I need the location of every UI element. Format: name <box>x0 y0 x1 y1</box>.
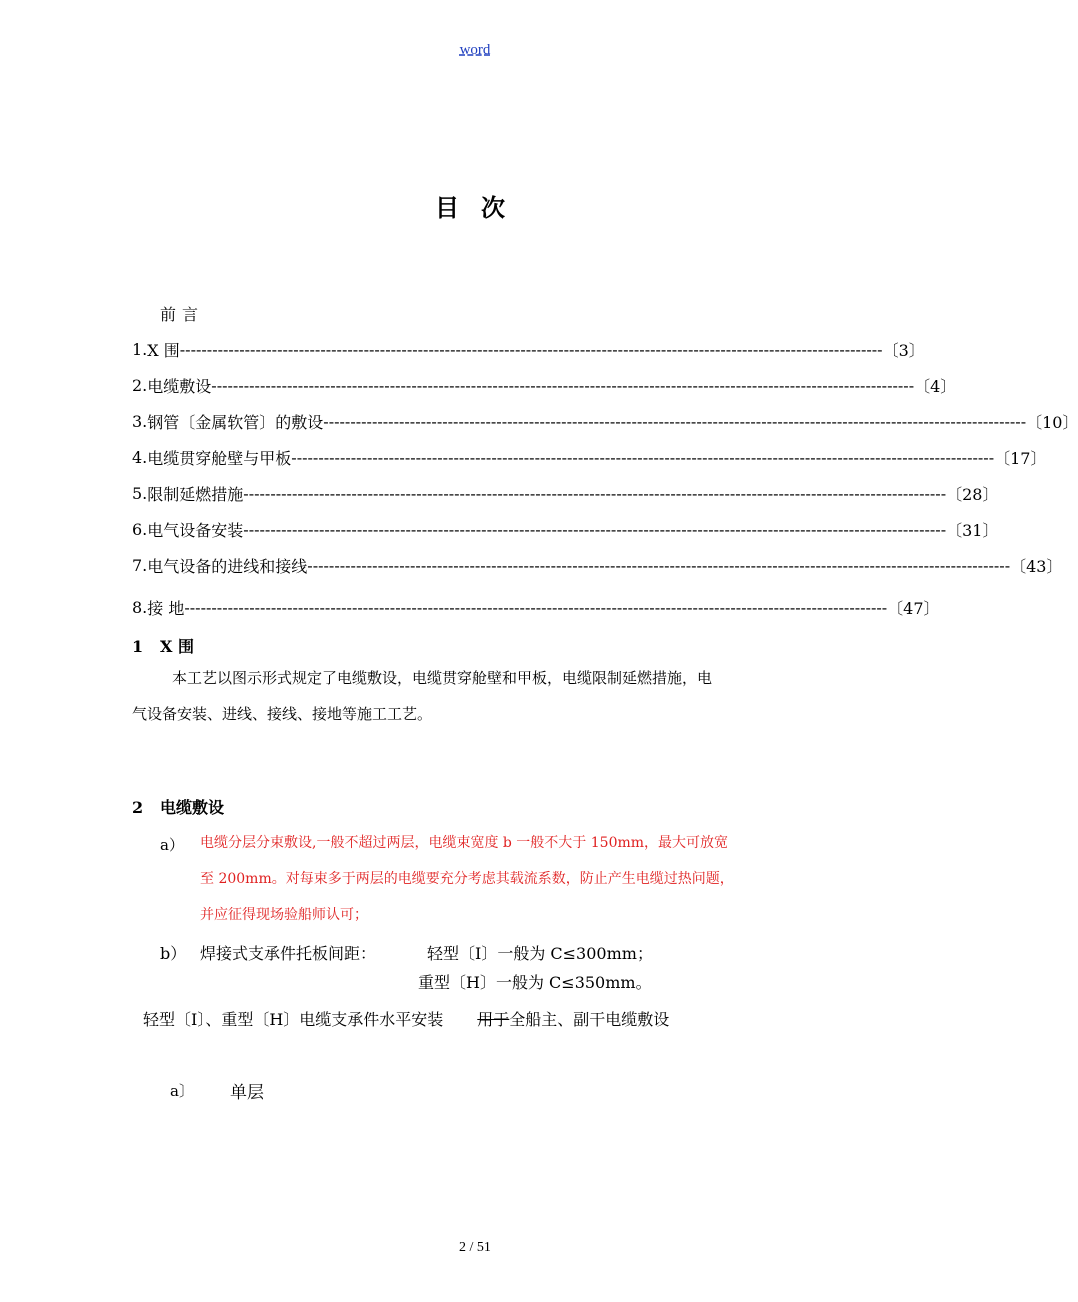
toc-item-label: 电缆敷设 <box>147 376 212 396</box>
toc-item-page: 〔31〕 <box>946 520 999 540</box>
toc-item-page: 〔4〕 <box>914 376 957 396</box>
section-number: 1 <box>132 637 144 656</box>
toc-item[interactable] <box>132 596 940 618</box>
toc-preface[interactable]: 前言 <box>160 305 205 324</box>
header-word-link[interactable]: word <box>459 42 491 58</box>
toc-item[interactable] <box>132 410 1078 432</box>
toc-leader: ---------------------------------------------------------------------------------------------------------------------------------- <box>307 555 1011 575</box>
toc-item[interactable] <box>132 518 999 540</box>
toc-leader: ---------------------------------------------------------------------------------------------------------------------------------- <box>184 597 888 617</box>
toc-item-number: 1. <box>132 339 148 359</box>
toc-item-number: 3. <box>132 411 148 431</box>
section-number: 2 <box>132 798 144 817</box>
toc-item-number: 8. <box>132 597 148 617</box>
support-note-right: 全船主、副干电缆敷设 <box>509 1010 670 1029</box>
toc-item-label: 钢管〔金属软管〕的敷设 <box>147 412 324 432</box>
toc-item-number: 2. <box>132 375 148 395</box>
toc-item-label: 电气设备的进线和接线 <box>147 556 308 576</box>
toc-item-label: 接 地 <box>147 598 185 618</box>
sub-a-text: 单层 <box>230 1083 264 1103</box>
toc-leader: ---------------------------------------------------------------------------------------------------------------------------------- <box>211 375 915 395</box>
item-a-line3: 并应征得现场验船师认可； <box>200 907 368 923</box>
support-note <box>143 1007 669 1030</box>
toc-item-page: 〔43〕 <box>1010 556 1063 576</box>
section-1-para-line1: 本工艺以图示形式规定了电缆敷设，电缆贯穿舱壁和甲板，电缆限制延燃措施，电 <box>172 669 713 687</box>
toc-leader: ---------------------------------------------------------------------------------------------------------------------------------- <box>179 339 883 359</box>
toc-item[interactable] <box>132 338 925 360</box>
toc-item-label: 电缆贯穿舱壁与甲板 <box>147 448 292 468</box>
toc-item-page: 〔17〕 <box>994 448 1047 468</box>
toc-item-page: 〔10〕 <box>1026 412 1078 432</box>
section-1-heading <box>132 634 194 657</box>
section-title: 电缆敷设 <box>160 798 225 817</box>
item-b-text: 焊接式支承件托板间距： <box>200 944 377 963</box>
toc-item-label: X 围 <box>147 340 180 360</box>
toc-item-page: 〔28〕 <box>946 484 999 504</box>
toc-leader: ---------------------------------------------------------------------------------------------------------------------------------- <box>243 483 947 503</box>
item-a-label: a） <box>160 836 184 854</box>
item-b-light-spec: 轻型〔I〕一般为 C≤300mm； <box>427 944 653 963</box>
item-a-line2: 至 200mm。对每束多于两层的电缆要充分考虑其载流系数，防止产生电缆过热问题， <box>200 871 734 887</box>
sub-a-label: a〕 <box>170 1082 194 1100</box>
toc-item-number: 4. <box>132 447 148 467</box>
toc-leader: ---------------------------------------------------------------------------------------------------------------------------------- <box>243 519 947 539</box>
toc-item-page: 〔47〕 <box>887 598 940 618</box>
toc-item-number: 6. <box>132 519 148 539</box>
toc-item-number: 7. <box>132 555 148 575</box>
toc-leader: ---------------------------------------------------------------------------------------------------------------------------------- <box>323 411 1027 431</box>
page-title: 目次 <box>435 193 527 222</box>
support-note-left: 轻型〔I〕、重型〔H〕电缆支承件水平安装 <box>143 1010 444 1029</box>
section-2-heading <box>132 795 224 818</box>
toc-item-label: 限制延燃措施 <box>147 484 244 504</box>
toc-item-number: 5. <box>132 483 148 503</box>
support-note-strike: 用于 <box>477 1010 510 1029</box>
toc-item[interactable] <box>132 554 1063 576</box>
section-1-para-line2: 气设备安装、进线、接线、接地等施工工艺。 <box>132 705 433 723</box>
item-a-line1: 电缆分层分束敷设,一般不超过两层，电缆束宽度 b 一般不大于 150mm，最大可放宽 <box>200 835 729 851</box>
section-title: X 围 <box>160 637 194 656</box>
item-b-label: b） <box>160 944 187 963</box>
item-b-heavy-spec: 重型〔H〕一般为 C≤350mm。 <box>418 973 652 992</box>
toc-item-page: 〔3〕 <box>882 340 925 360</box>
page-indicator: 2 / 51 <box>459 1240 491 1255</box>
toc-leader: ---------------------------------------------------------------------------------------------------------------------------------- <box>291 447 995 467</box>
toc-item-label: 电气设备安装 <box>147 520 244 540</box>
toc-item[interactable] <box>132 374 957 396</box>
toc-item[interactable] <box>132 446 1047 468</box>
toc-item[interactable] <box>132 482 999 504</box>
